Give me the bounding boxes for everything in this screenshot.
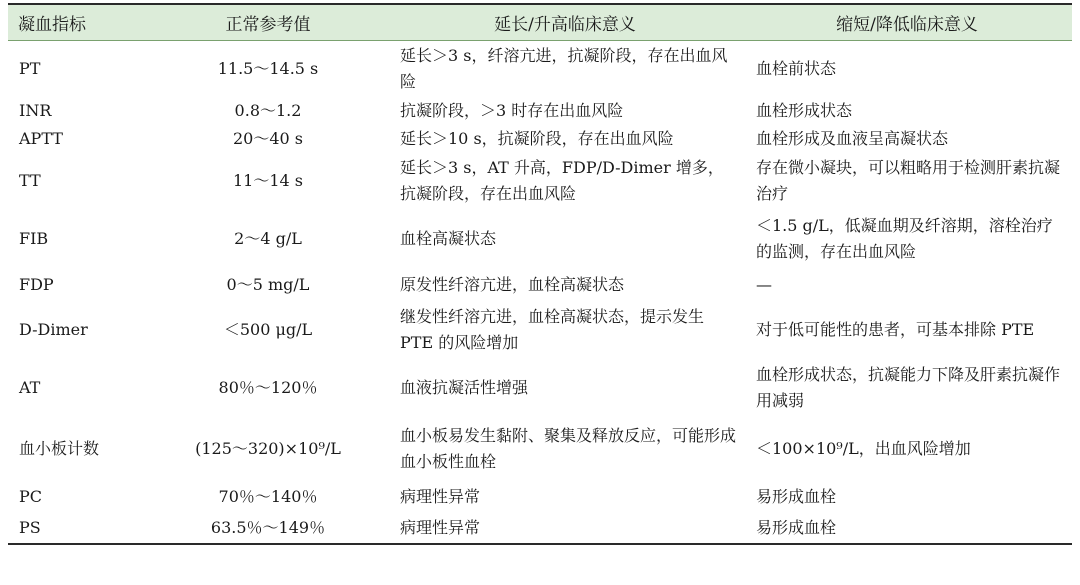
prolonged-meaning: 病理性异常 xyxy=(400,486,481,506)
indicator-name: APTT xyxy=(19,128,63,148)
coagulation-table xyxy=(8,3,1072,545)
indicator-name: 血小板计数 xyxy=(19,438,100,458)
table-row xyxy=(8,513,1072,543)
table-row xyxy=(8,359,1072,417)
prolonged-meaning: 抗凝阶段，＞3 时存在出血风险 xyxy=(400,100,624,120)
table-row xyxy=(8,97,1072,125)
shortened-meaning: 对于低可能性的患者，可基本排除 PTE xyxy=(756,319,1035,339)
shortened-meaning: 易形成血栓 xyxy=(756,486,837,506)
table-row xyxy=(8,41,1072,97)
header-reference: 正常参考值 xyxy=(148,5,388,41)
reference-value: 0～5 mg/L xyxy=(226,274,310,294)
table-row xyxy=(8,301,1072,359)
shortened-meaning: ＜1.5 g/L，低凝血期及纤溶期，溶栓治疗的监测，存在出血风险 xyxy=(756,215,1053,261)
reference-value: 63.5％～149％ xyxy=(210,517,326,537)
prolonged-meaning: 病理性异常 xyxy=(400,517,481,537)
table-row xyxy=(8,125,1072,153)
table-row xyxy=(8,269,1072,301)
shortened-meaning: 血栓形成状态，抗凝能力下降及肝素抗凝作用减弱 xyxy=(756,364,1061,410)
prolonged-meaning: 继发性纤溶亢进，血栓高凝状态，提示发生 PTE 的风险增加 xyxy=(400,306,705,352)
reference-value: 11～14 s xyxy=(232,170,304,190)
reference-value: (125～320)×10⁹/L xyxy=(195,438,341,458)
header-shortened: 缩短/降低临床意义 xyxy=(742,5,1072,41)
shortened-meaning: 存在微小凝块，可以粗略用于检测肝素抗凝治疗 xyxy=(756,157,1061,203)
shortened-meaning: 血栓形成及血液呈高凝状态 xyxy=(756,128,949,148)
reference-value: 11.5～14.5 s xyxy=(217,58,319,78)
table-row xyxy=(8,209,1072,269)
reference-value: ＜500 μg/L xyxy=(223,319,313,339)
indicator-name: INR xyxy=(19,100,52,120)
prolonged-meaning: 延长＞3 s，纤溶亢进，抗凝阶段，存在出血风险 xyxy=(400,45,728,91)
prolonged-meaning: 原发性纤溶亢进，血栓高凝状态 xyxy=(400,274,625,294)
indicator-name: D-Dimer xyxy=(19,319,88,339)
reference-value: 2～4 g/L xyxy=(234,228,302,248)
reference-value: 0.8～1.2 xyxy=(234,100,302,120)
shortened-meaning: 血栓前状态 xyxy=(756,58,837,78)
table-row xyxy=(8,417,1072,481)
table-row xyxy=(8,481,1072,513)
indicator-name: TT xyxy=(19,170,41,190)
header-prolonged: 延长/升高临床意义 xyxy=(388,5,742,41)
shortened-meaning: 血栓形成状态 xyxy=(756,100,853,120)
prolonged-meaning: 延长＞3 s，AT 升高，FDP/D-Dimer 增多，抗凝阶段，存在出血风险 xyxy=(400,157,724,203)
reference-value: 70％～140％ xyxy=(218,486,318,506)
header-indicator: 凝血指标 xyxy=(8,5,148,41)
indicator-name: FIB xyxy=(19,228,49,248)
table-row xyxy=(8,153,1072,209)
indicator-name: AT xyxy=(19,377,41,397)
prolonged-meaning: 延长＞10 s，抗凝阶段，存在出血风险 xyxy=(400,128,674,148)
indicator-name: PT xyxy=(19,58,41,78)
shortened-meaning: ＜100×10⁹/L，出血风险增加 xyxy=(756,438,971,458)
reference-value: 80％～120％ xyxy=(218,377,318,397)
shortened-meaning: 易形成血栓 xyxy=(756,517,837,537)
reference-value: 20～40 s xyxy=(232,128,304,148)
indicator-name: PC xyxy=(19,486,43,506)
shortened-meaning: — xyxy=(756,274,772,294)
prolonged-meaning: 血小板易发生黏附、聚集及释放反应，可能形成血小板性血栓 xyxy=(400,425,737,471)
indicator-name: FDP xyxy=(19,274,54,294)
indicator-name: PS xyxy=(19,517,41,537)
prolonged-meaning: 血液抗凝活性增强 xyxy=(400,377,529,397)
header-row xyxy=(8,5,1072,41)
prolonged-meaning: 血栓高凝状态 xyxy=(400,228,497,248)
